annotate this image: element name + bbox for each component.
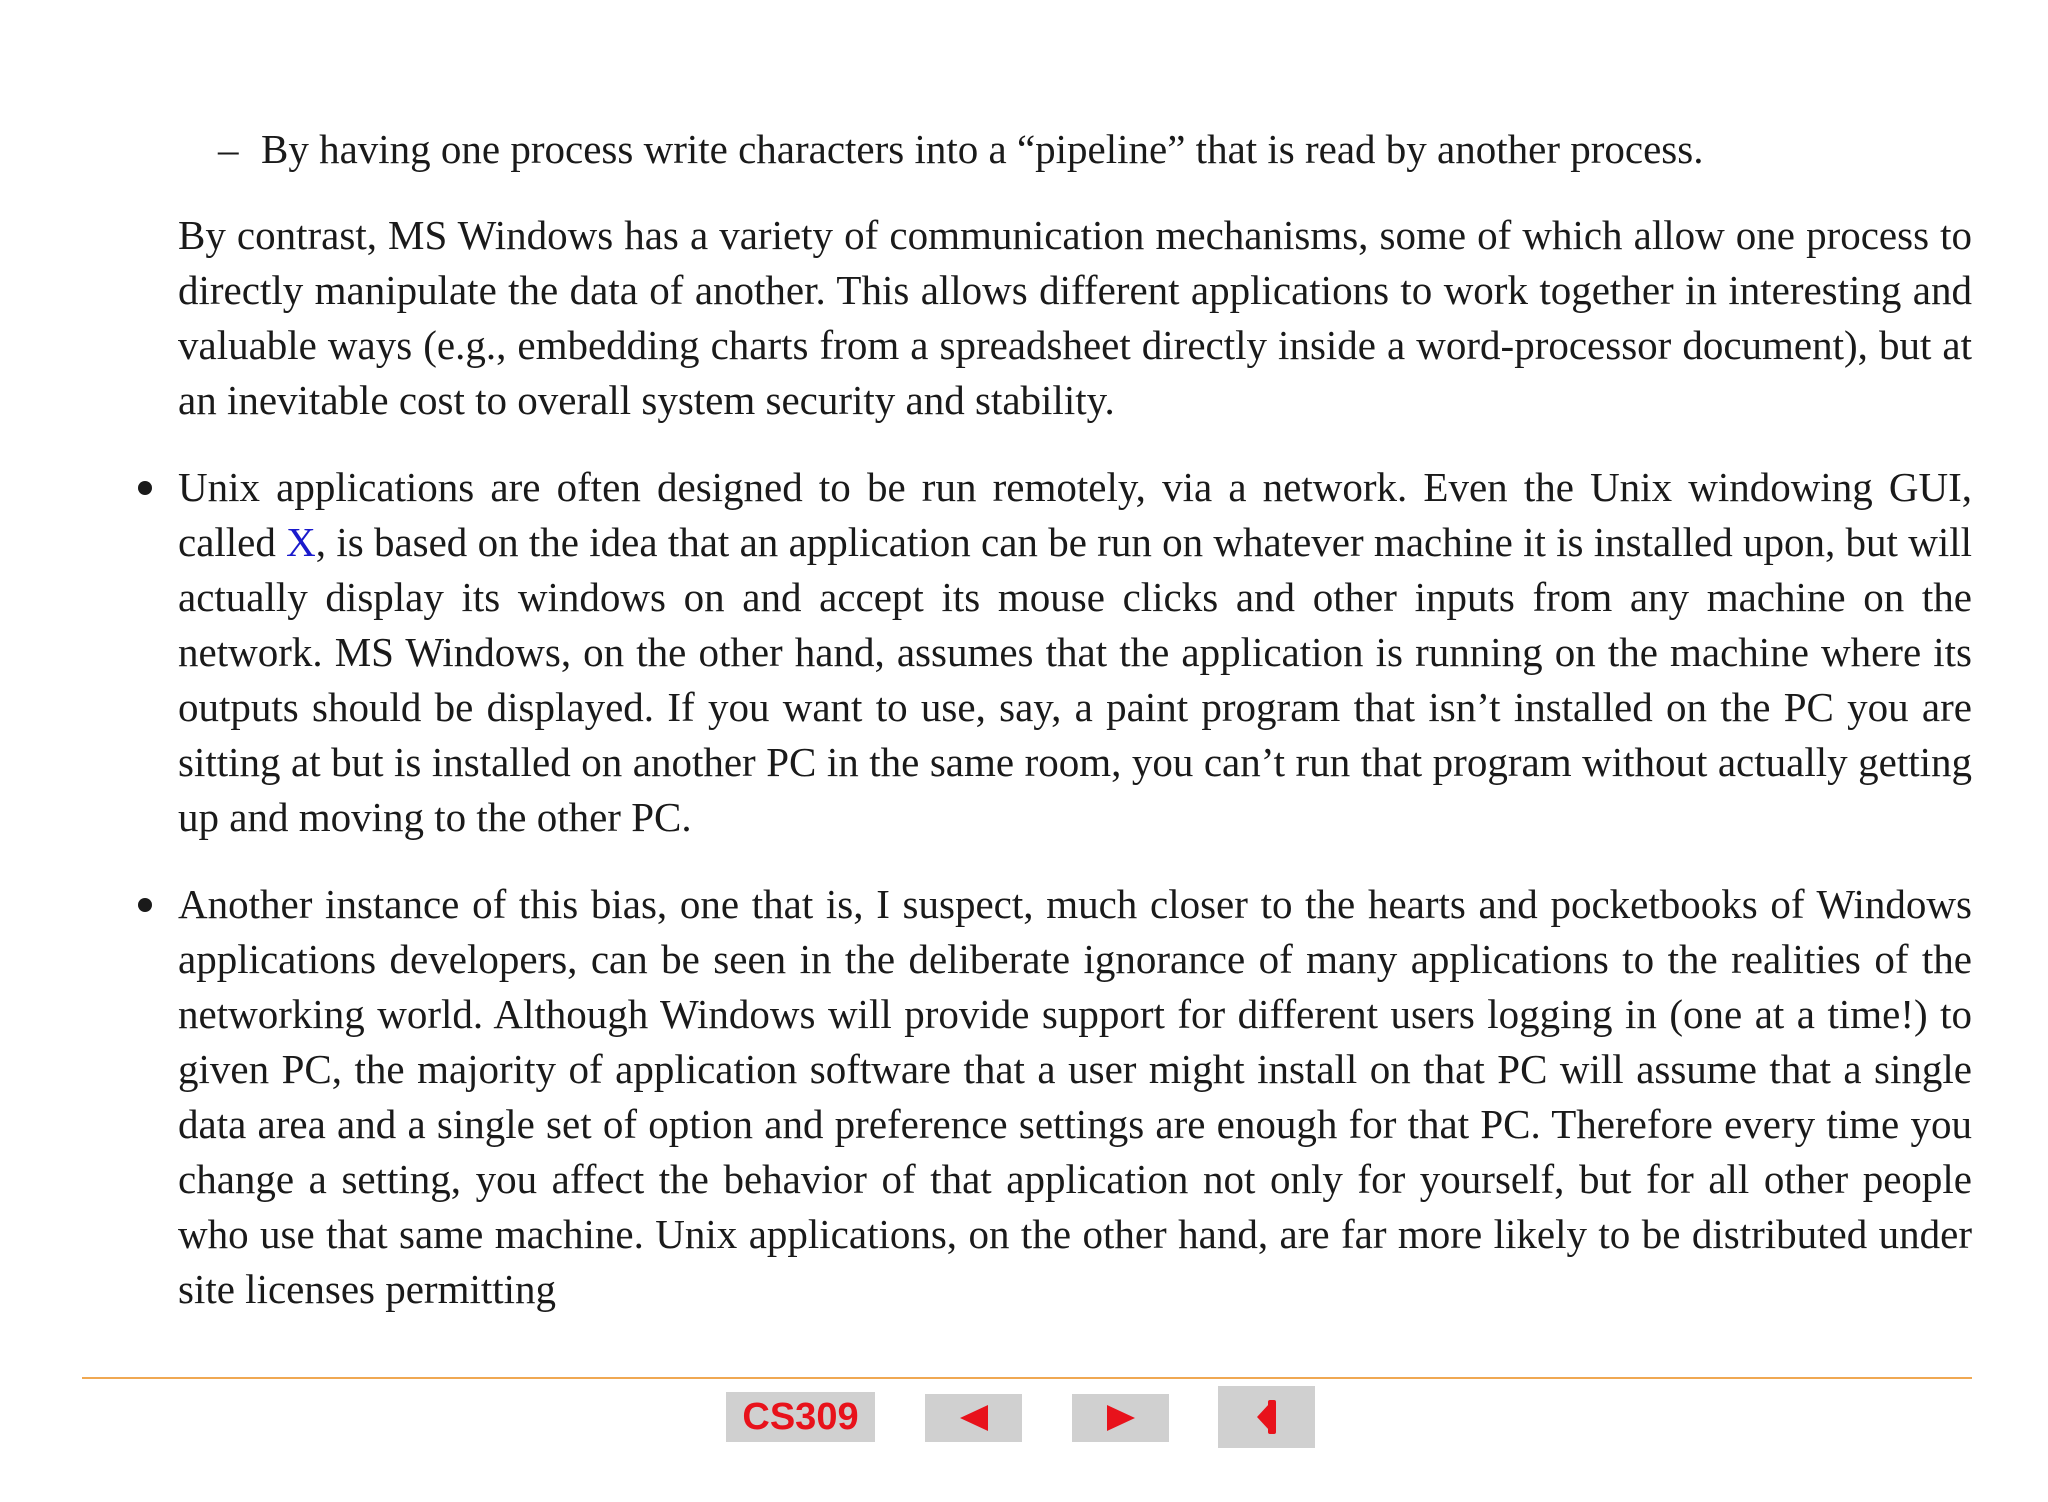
back-icon bbox=[1257, 1400, 1277, 1434]
triangle-right-icon bbox=[1107, 1405, 1135, 1431]
back-button[interactable] bbox=[1218, 1386, 1315, 1448]
bullet-dot-1 bbox=[138, 481, 152, 495]
bullet-1-text-before: Unix applications are often designed to be run remotely, via a network. Even the Unix windowing GUI, called bbox=[178, 464, 1972, 565]
paragraph-contrast: By contrast, MS Windows has a variety of communication mechanisms, some of which allow one process to directly manipulate the data of another. This allows different applications to work together in interesting and valuable ways (e.g., embedding charts from a spreadsheet directly inside a word-processor document), but at an inevitable cost to overall system security and stability. bbox=[178, 212, 1972, 423]
previous-page-button[interactable] bbox=[925, 1394, 1022, 1442]
dash-marker: – bbox=[218, 126, 239, 172]
footer-divider bbox=[82, 1377, 1972, 1379]
bullet-1-text-after: , is based on the idea that an application can be run on whatever machine it is installed upon, but will actually display its windows on and accept its mouse clicks and other inputs from any machine on the network. MS Windows, on the other hand, assumes that the application is running on the machine where its outputs should be displayed. If you want to use, say, a paint program that isn’t installed on the PC you are sitting at but is installed on another PC in the same room, you can’t run that program without actually getting up and moving to the other PC. bbox=[178, 519, 1972, 840]
x-window-link[interactable]: X bbox=[286, 519, 316, 565]
bullet-dot-2 bbox=[138, 898, 152, 912]
bullet-remote-network bbox=[178, 460, 1972, 845]
sub-bullet-pipeline bbox=[218, 122, 1978, 177]
course-home-button[interactable]: CS309 bbox=[726, 1392, 875, 1442]
bullet-networking-bias: Another instance of this bias, one that is, I suspect, much closer to the hearts and pocketbooks of Windows applications developers, can be seen in the deliberate ignorance of many applications to the realities of the networking world. Although Windows will provide support for different users logging in (one at a time!) to given PC, the majority of application software that a user might install on that PC will assume that a single data area and a single set of option and preference settings are enough for that PC. Therefore every time you change a setting, you affect the behavior of that application not only for yourself, but for all other people who use that same machine. Unix applications, on the other hand, are far more likely to be distributed under site licenses permitting bbox=[178, 881, 1972, 1312]
triangle-left-icon bbox=[960, 1405, 988, 1431]
next-page-button[interactable] bbox=[1072, 1394, 1169, 1442]
sub-bullet-text: By having one process write characters into a “pipeline” that is read by another process. bbox=[261, 126, 1704, 172]
